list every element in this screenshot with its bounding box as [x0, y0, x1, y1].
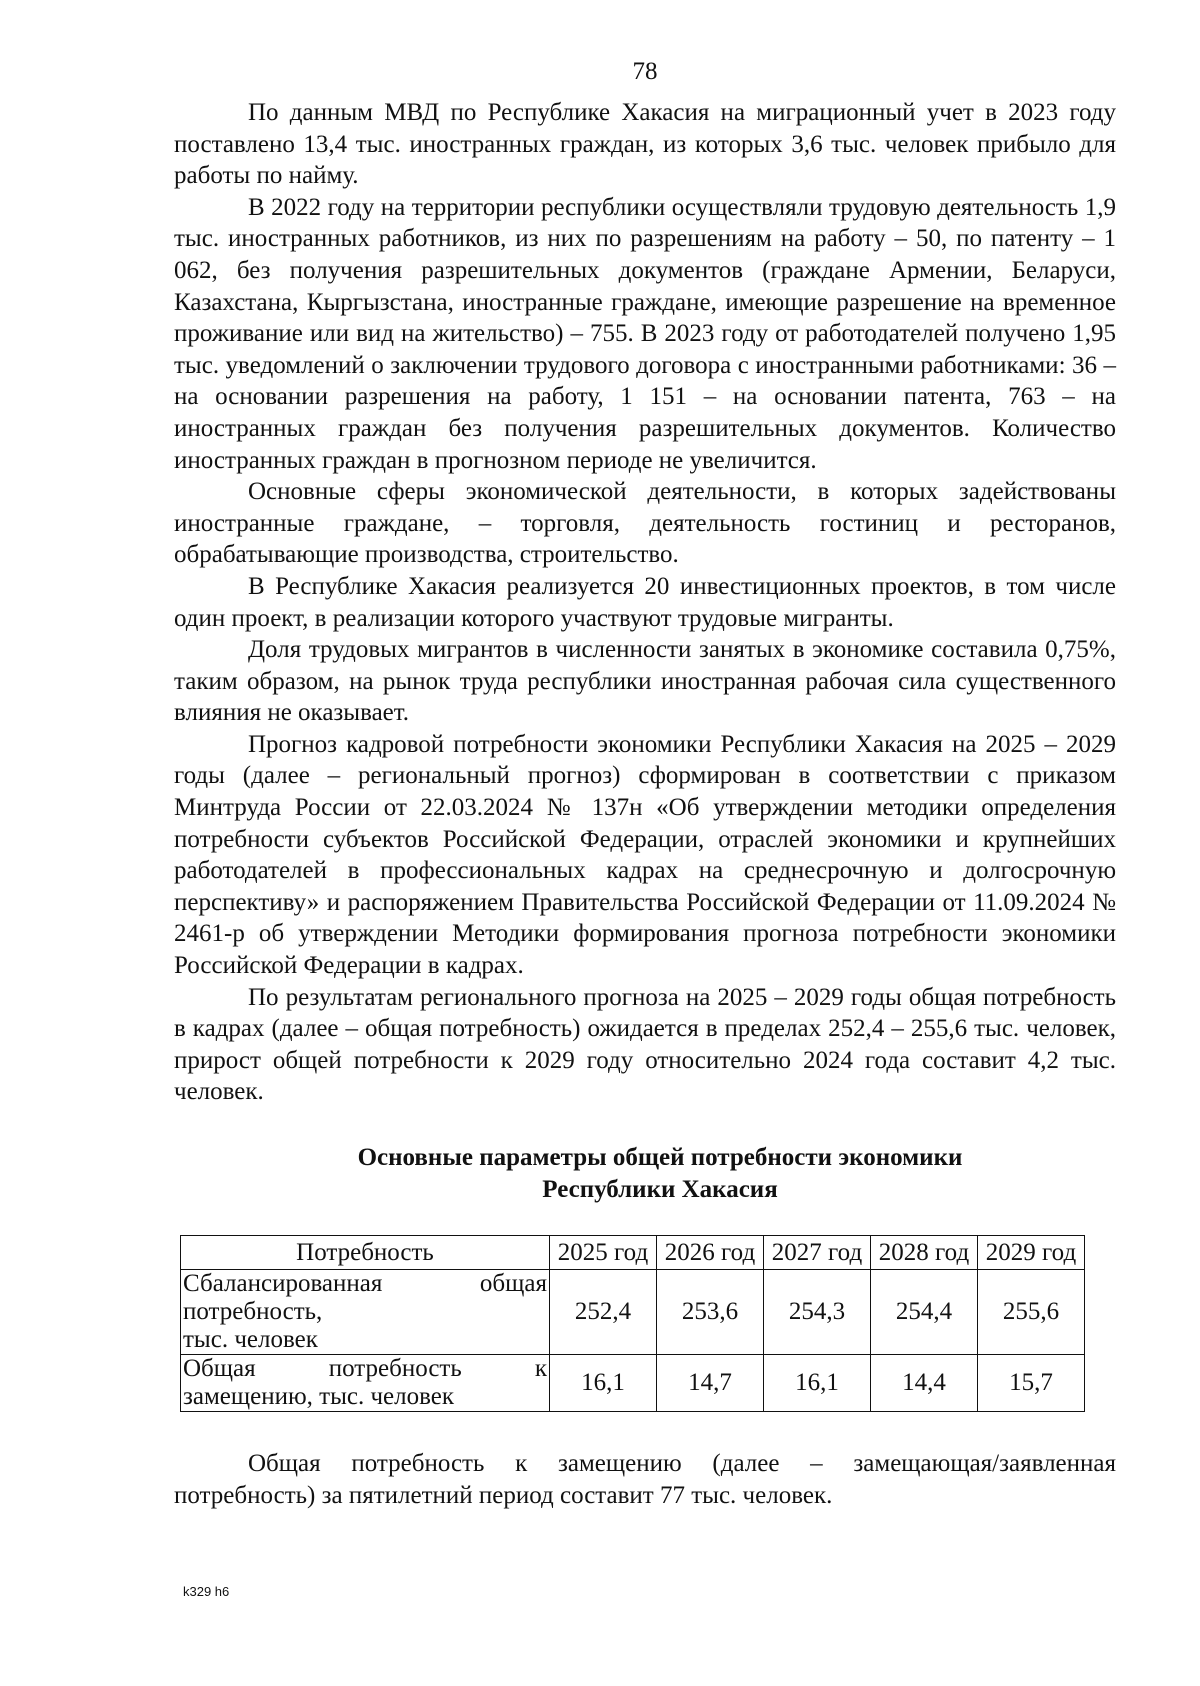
- paragraph-foreign-workers: В 2022 году на территории республики осуществляли трудовую деятельность 1,9 тыс. иностранных работников, из них по разрешениям на работу – 50, по патенту – 1 062, без получения разрешительных документов (граждане Армении, Беларуси, Казахстана, Кыргызстана, иностранные граждане, имеющие разрешение на временное проживание или вид на жительство) – 755. В 2023 году от работодателей получено 1,95 тыс. уведомлений о заключении трудового договора с иностранными работниками: 36 – на основании разрешения на работу, 1 151 – на основании патента, 763 – на иностранных граждан без получения разрешительных документов. Количество иностранных граждан в прогнозном периоде не увеличится.: [174, 193, 1116, 474]
- row-label-text: общая: [479, 1270, 547, 1298]
- row-label-text: потребность: [328, 1355, 462, 1383]
- page-number: 78: [632, 58, 658, 85]
- table-cell: 254,4: [871, 1270, 978, 1355]
- table-cell: 254,3: [764, 1270, 871, 1355]
- needs-table: [180, 1235, 1085, 1412]
- table-cell: 15,7: [978, 1355, 1085, 1412]
- table-cell: 14,7: [657, 1355, 764, 1412]
- table-header-row: [181, 1236, 1085, 1270]
- footer-code: k329 h6: [183, 1584, 230, 1599]
- table-cell: 253,6: [657, 1270, 764, 1355]
- table-cell: 14,4: [871, 1355, 978, 1412]
- column-header-2027: 2027 год: [764, 1236, 871, 1270]
- column-header-2029: 2029 год: [978, 1236, 1085, 1270]
- row-label-text: тыс. человек: [183, 1326, 318, 1354]
- table-cell: 255,6: [978, 1270, 1085, 1355]
- column-header-2028: 2028 год: [871, 1236, 978, 1270]
- row-label-replacement-need: [181, 1355, 550, 1412]
- paragraph-forecast-basis: Прогноз кадровой потребности экономики Республики Хакасия на 2025 – 2029 годы (далее – региональный прогноз) сформирован в соответствии с приказом Минтруда России от 22.03.2024 № 137н «Об утверждении методики определения потребности субъектов Российской Федерации, отраслей экономики и крупнейших работодателей в профессиональных кадрах на среднесрочную и долгосрочную перспективу» и распоряжением Правительства Российской Федерации от 11.09.2024 № 2461-р об утверждении Методики формирования прогноза потребности экономики Российской Федерации в кадрах.: [174, 730, 1116, 980]
- column-header-2025: 2025 год: [550, 1236, 657, 1270]
- row-label-text: к: [534, 1355, 547, 1383]
- table-title: [174, 1142, 1116, 1205]
- table-cell: 252,4: [550, 1270, 657, 1355]
- column-header-2026: 2026 год: [657, 1236, 764, 1270]
- paragraph-replacement-need: Общая потребность к замещению (далее – замещающая/заявленная потребность) за пятилетний период составит 77 тыс. человек.: [174, 1450, 1116, 1509]
- table-title-line: Республики Хакасия: [542, 1175, 778, 1203]
- row-label-balanced-need: [181, 1270, 550, 1355]
- paragraph-economic-spheres: Основные сферы экономической деятельности, в которых задействованы иностранные граждане, – торговля, деятельность гостиниц и ресторанов, обрабатывающие производства, строительство.: [174, 478, 1116, 569]
- table-title-line: Основные параметры общей потребности экономики: [357, 1144, 963, 1171]
- paragraph-migration-registration: По данным МВД по Республике Хакасия на миграционный учет в 2023 году поставлено 13,4 тыс. иностранных граждан, из которых 3,6 тыс. человек прибыло для работы по найму.: [174, 99, 1116, 190]
- document-body: [174, 97, 1116, 1511]
- row-label-text: Общая: [183, 1355, 256, 1383]
- paragraph-investment-projects: В Республике Хакасия реализуется 20 инвестиционных проектов, в том числе один проект, в реализации которого участвуют трудовые мигранты.: [174, 572, 1116, 632]
- column-header-need: Потребность: [181, 1236, 550, 1270]
- table-cell: 16,1: [764, 1355, 871, 1412]
- row-label-text: потребность,: [183, 1298, 323, 1326]
- paragraph-forecast-results: По результатам регионального прогноза на 2025 – 2029 годы общая потребность в кадрах (далее – общая потребность) ожидается в пределах 252,4 – 255,6 тыс. человек, прирост общей потребности к 2029 году относительно 2024 года составит 4,2 тыс. человек.: [174, 983, 1116, 1106]
- paragraph-migrant-share: Доля трудовых мигрантов в численности занятых в экономике составила 0,75%, таким образом, на рынок труда республики иностранная рабочая сила существенного влияния не оказывает.: [174, 636, 1116, 727]
- table-cell: 16,1: [550, 1355, 657, 1412]
- row-label-text: замещению, тыс. человек: [183, 1383, 455, 1411]
- table-row: [181, 1270, 1085, 1355]
- row-label-text: Сбалансированная: [183, 1270, 383, 1298]
- table-row: [181, 1355, 1085, 1412]
